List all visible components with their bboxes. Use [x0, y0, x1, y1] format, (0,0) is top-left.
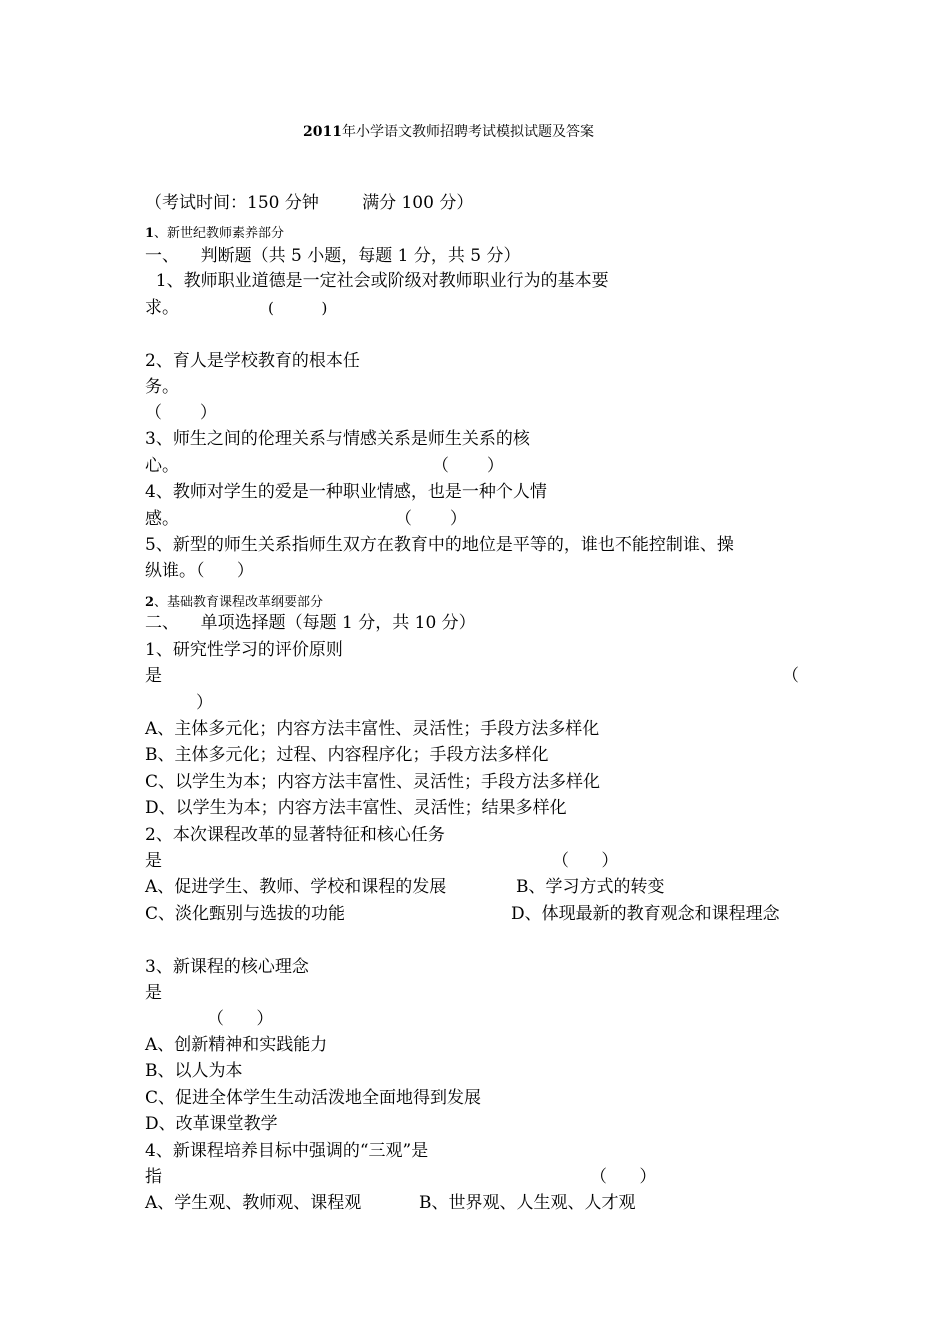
judge-q1-line1: 1、教师职业道德是一定社会或阶级对教师职业行为的基本要 [145, 271, 609, 291]
mc-q3-option-a: A、创新精神和实践能力 [145, 1035, 328, 1055]
part-2-heading: 二、 单项选择题（每题 1 分，共 10 分） [145, 613, 476, 633]
section-2-heading [145, 592, 323, 614]
judge-q4-paren: （ ） [395, 509, 467, 529]
title-year: 2011 [303, 124, 342, 140]
mc-q3-line1: 3、新课程的核心理念 [145, 957, 309, 977]
mc-q2-paren: （ ） [552, 851, 619, 871]
mc-q2-line2: 是 [145, 851, 162, 871]
mc-q1-option-a: A、主体多元化；内容方法丰富性、灵活性；手段方法多样化 [145, 719, 600, 739]
mc-q3-line2: 是 [145, 983, 162, 1003]
mc-q4-line1: 4、新课程培养目标中强调的“三观”是 [145, 1141, 429, 1161]
judge-q3-line1: 3、师生之间的伦理关系与情感关系是师生关系的核 [145, 429, 530, 449]
section-1-number: 1 [145, 226, 155, 241]
section-1-title: 、新世纪教师素养部分 [154, 226, 285, 241]
mc-q1-paren-close: ） [196, 693, 213, 713]
exam-info: （考试时间：150 分钟 满分 100 分） [145, 193, 474, 213]
mc-q2-option-b: B、学习方式的转变 [516, 877, 665, 897]
mc-q3-option-b: B、以人为本 [145, 1061, 243, 1081]
section-2-title: 、基础教育课程改革纲要部分 [154, 595, 324, 610]
mc-q4-line2: 指 [145, 1167, 162, 1187]
judge-q5-line2: 纵谁。（ ） [145, 561, 254, 581]
mc-q4-option-b: B、世界观、人生观、人才观 [419, 1193, 636, 1213]
part-1-heading: 一、 判断题（共 5 小题，每题 1 分，共 5 分） [145, 246, 521, 266]
mc-q2-option-d: D、体现最新的教育观念和课程理念 [511, 904, 780, 924]
mc-q1-line2: 是 [145, 666, 162, 686]
section-2-number: 2 [145, 595, 155, 610]
mc-q1-paren-open: （ [782, 666, 799, 686]
mc-q4-option-a: A、学生观、教师观、课程观 [145, 1193, 362, 1213]
mc-q3-paren: （ ） [207, 1009, 274, 1029]
section-1-heading [145, 223, 284, 245]
mc-q1-line1: 1、研究性学习的评价原则 [145, 640, 343, 660]
mc-q1-option-c: C、以学生为本；内容方法丰富性、灵活性；手段方法多样化 [145, 772, 601, 792]
mc-q2-option-a: A、促进学生、教师、学校和课程的发展 [145, 877, 447, 897]
title-text: 年小学语文教师招聘考试模拟试题及答案 [341, 124, 594, 140]
mc-q3-option-c: C、促进全体学生生动活泼地全面地得到发展 [145, 1088, 482, 1108]
judge-q3-paren: （ ） [432, 456, 504, 476]
mc-q3-option-d: D、改革课堂教学 [145, 1114, 278, 1134]
judge-q2-line1: 2、育人是学校教育的根本任 [145, 351, 360, 371]
mc-q1-option-b: B、主体多元化；过程、内容程序化；手段方法多样化 [145, 745, 549, 765]
judge-q2-paren: （ ） [145, 403, 217, 423]
judge-q1-paren: ( ) [268, 299, 328, 317]
mc-q4-paren: （ ） [590, 1167, 657, 1187]
judge-q3-line2: 心。 [145, 456, 179, 476]
judge-q1-line2: 求。 [145, 298, 179, 318]
mc-q1-option-d: D、以学生为本；内容方法丰富性、灵活性；结果多样化 [145, 798, 567, 818]
mc-q2-option-c: C、淡化甄别与选拔的功能 [145, 904, 346, 924]
mc-q2-line1: 2、本次课程改革的显著特征和核心任务 [145, 825, 445, 845]
judge-q2-line2: 务。 [145, 377, 179, 397]
judge-q4-line2: 感。 [145, 509, 179, 529]
page-title [303, 121, 594, 143]
judge-q4-line1: 4、教师对学生的爱是一种职业情感，也是一种个人情 [145, 482, 547, 502]
judge-q5-line1: 5、新型的师生关系指师生双方在教育中的地位是平等的，谁也不能控制谁、操 [145, 535, 734, 555]
